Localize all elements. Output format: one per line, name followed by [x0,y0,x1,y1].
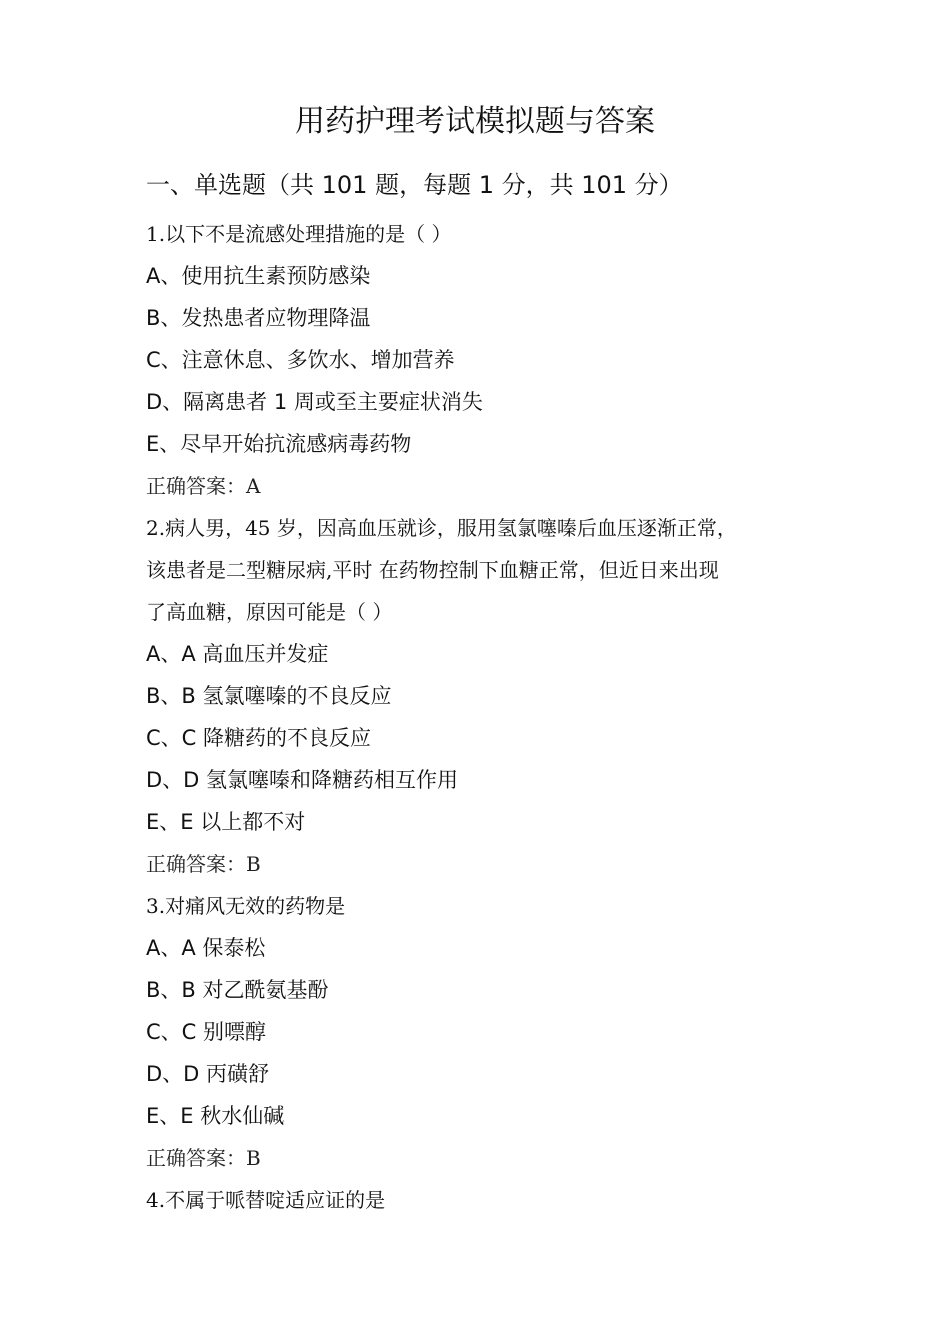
question-3-option-a: A、A 保泰松 [146,936,266,960]
question-2-option-d: D、D 氢氯噻嗪和降糖药相互作用 [146,768,459,792]
question-2-stem-line-2: 该患者是二型糖尿病,平时 在药物控制下血糖正常，但近日来出现 [146,558,719,582]
question-3-answer: 正确答案：B [146,1146,261,1170]
question-3-option-e: E、E 秋水仙碱 [146,1104,285,1128]
question-2-option-e: E、E 以上都不对 [146,810,306,834]
question-2-stem-line-3: 了高血糖，原因可能是（ ） [146,600,393,624]
question-4-stem: 4.不属于哌替啶适应证的是 [146,1188,386,1212]
question-2-answer: 正确答案：B [146,852,261,876]
question-3-option-b: B、B 对乙酰氨基酚 [146,978,329,1002]
section-title: 一、单选题（共 101 题，每题 1 分，共 101 分） [146,171,683,199]
question-2-stem-line-1: 2.病人男，45 岁，因高血压就诊，服用氢氯噻嗪后血压逐渐正常， [146,516,737,540]
question-1-answer: 正确答案：A [146,474,261,498]
question-1-option-b: B、发热患者应物理降温 [146,306,371,330]
question-2-option-b: B、B 氢氯噻嗪的不良反应 [146,684,392,708]
question-1-option-c: C、注意休息、多饮水、增加营养 [146,348,455,372]
question-list [146,213,816,1221]
question-1-option-a: A、使用抗生素预防感染 [146,264,371,288]
question-2-option-c: C、C 降糖药的不良反应 [146,726,372,750]
question-3-option-c: C、C 别嘌醇 [146,1020,267,1044]
question-1-option-e: E、尽早开始抗流感病毒药物 [146,432,412,456]
question-3-option-d: D、D 丙磺舒 [146,1062,270,1086]
question-1-option-d: D、隔离患者 1 周或至主要症状消失 [146,390,483,414]
question-2-option-a: A、A 高血压并发症 [146,642,329,666]
question-1-stem: 1.以下不是流感处理措施的是（ ） [146,222,452,246]
document-title: 用药护理考试模拟题与答案 [295,104,655,139]
question-3-stem: 3.对痛风无效的药物是 [146,894,346,918]
